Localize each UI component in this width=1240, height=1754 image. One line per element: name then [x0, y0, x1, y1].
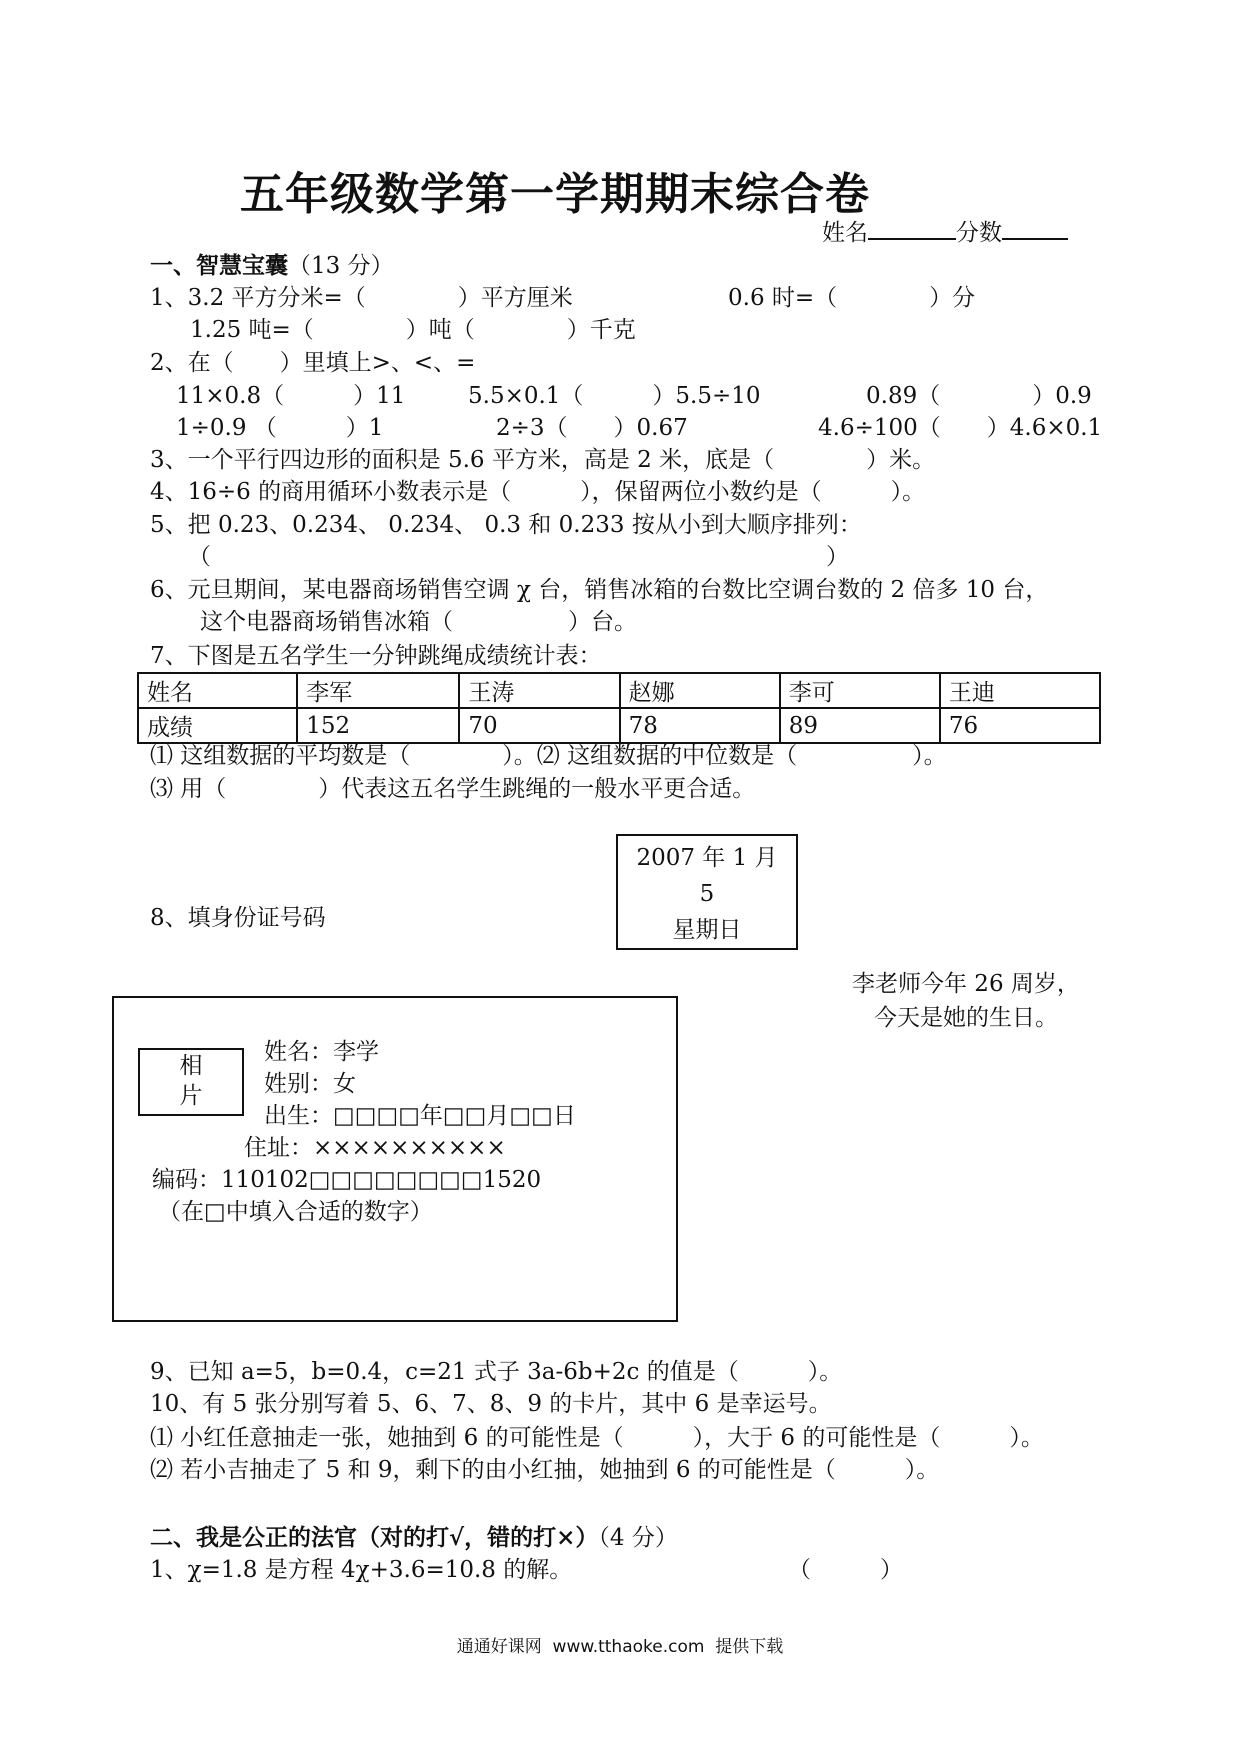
section2-points: （4 分）: [598, 1525, 678, 1551]
table-cell: 王迪: [940, 673, 1100, 708]
q5-paren-close: ）: [826, 544, 849, 570]
q2-item-5: 2÷3（ ）0.67: [496, 415, 688, 441]
table-cell: 成绩: [138, 708, 297, 743]
footer: 通通好课网 www.tthaoke.com 提供下载: [456, 1637, 784, 1657]
score-label: 分数: [956, 220, 1002, 246]
calendar-box: [616, 834, 798, 950]
q2-item-4: 1÷0.9 （ ）1: [176, 415, 384, 441]
section2-title: 二、我是公正的法官（对的打√，错的打×）: [150, 1524, 599, 1551]
q10: 10、有 5 张分别写着 5、6、7、8、9 的卡片，其中 6 是幸运号。: [150, 1391, 832, 1417]
score-blank[interactable]: [1002, 218, 1068, 240]
section1-points: （13 分）: [288, 253, 394, 279]
q1c: 1.25 吨=（ ）吨（ ）千克: [190, 317, 636, 343]
photo-box: [138, 1048, 244, 1116]
q1a: 1、3.2 平方分米=（ ）平方厘米: [150, 285, 573, 311]
page-title: 五年级数学第一学期期末综合卷: [240, 169, 870, 220]
teacher-note-1: 李老师今年 26 周岁，: [852, 971, 1080, 997]
table-cell: 姓名: [138, 673, 297, 708]
calendar-weekday: 星期日: [672, 917, 742, 943]
table-cell: 李军: [297, 673, 459, 708]
s2-q1-answer[interactable]: （ ）: [788, 1557, 903, 1583]
table-cell: 赵娜: [620, 673, 780, 708]
table-cell: 76: [940, 708, 1100, 743]
table-cell: 李可: [780, 673, 940, 708]
score-table: [137, 672, 1101, 744]
q2: 2、在（ ）里填上>、<、=: [150, 350, 476, 376]
q4: 4、16÷6 的商用循环小数表示是（ ），保留两位小数约是（ ）。: [150, 479, 926, 505]
table-header-row: [138, 673, 1100, 708]
calendar-month: 2007 年 1 月: [636, 845, 778, 871]
section2-heading: [150, 1524, 678, 1552]
q2-item-3: 0.89（ ）0.9: [866, 383, 1092, 409]
id-birth[interactable]: 出生：□□□□年□□月□□日: [264, 1103, 576, 1129]
id-card: [112, 996, 678, 1322]
q2-item-6: 4.6÷100（ ）4.6×0.1: [818, 415, 1103, 441]
s2-q1: 1、χ=1.8 是方程 4χ+3.6=10.8 的解。: [150, 1557, 573, 1583]
id-gender: 姓别：女: [264, 1071, 356, 1097]
table-cell: 78: [620, 708, 780, 743]
table-cell: 70: [459, 708, 619, 743]
id-code[interactable]: 编码：110102□□□□□□□□1520: [152, 1167, 542, 1193]
q10-2: ⑵ 若小吉抽走了 5 和 9，剩下的由小红抽，她抽到 6 的可能性是（ ）。: [150, 1457, 940, 1483]
photo-label-2: 片: [179, 1083, 203, 1109]
q7: 7、下图是五名学生一分钟跳绳成绩统计表：: [150, 643, 602, 669]
name-blank[interactable]: [868, 218, 956, 240]
id-address: 住址：××××××××××: [244, 1135, 506, 1161]
q2-item-1: 11×0.8（ ）11: [176, 383, 406, 409]
id-hint: （在□中填入合适的数字）: [158, 1199, 433, 1225]
q10-1: ⑴ 小红任意抽走一张，她抽到 6 的可能性是（ ），大于 6 的可能性是（ ）。: [150, 1425, 1044, 1451]
table-row: [138, 708, 1100, 743]
q3: 3、一个平行四边形的面积是 5.6 平方米，高是 2 米，底是（ ）米。: [150, 447, 936, 473]
table-cell: 89: [780, 708, 940, 743]
q6a: 6、元旦期间，某电器商场销售空调 χ 台，销售冰箱的台数比空调台数的 2 倍多 10 台，: [150, 577, 1049, 603]
q6b: 这个电器商场销售冰箱（ ）台。: [200, 609, 637, 635]
q8: 8、填身份证号码: [150, 905, 326, 931]
table-cell: 王涛: [459, 673, 619, 708]
name-label: 姓名: [822, 220, 868, 246]
section1-heading: [150, 252, 394, 280]
teacher-note-2: 今天是她的生日。: [874, 1005, 1058, 1031]
q2-item-2: 5.5×0.1（ ）5.5÷10: [468, 383, 761, 409]
q1b: 0.6 时=（ ）分: [728, 285, 976, 311]
q7-2: ⑶ 用（ ）代表这五名学生跳绳的一般水平更合适。: [150, 776, 756, 802]
name-score-line: [822, 218, 1068, 247]
table-cell: 152: [297, 708, 459, 743]
calendar-day: 5: [699, 881, 715, 907]
photo-label-1: 相: [179, 1053, 203, 1079]
q5: 5、把 0.23、0.234、 0.234、 0.3 和 0.233 按从小到大顺序排列：: [150, 512, 862, 538]
q9: 9、已知 a=5，b=0.4，c=21 式子 3a-6b+2c 的值是（ ）。: [150, 1359, 843, 1385]
q7-1: ⑴ 这组数据的平均数是（ ）。⑵ 这组数据的中位数是（ ）。: [150, 743, 947, 769]
q5-paren-open: （: [188, 544, 211, 570]
id-name: 姓名：李学: [264, 1039, 379, 1065]
section1-title: 一、智慧宝囊: [150, 252, 288, 279]
